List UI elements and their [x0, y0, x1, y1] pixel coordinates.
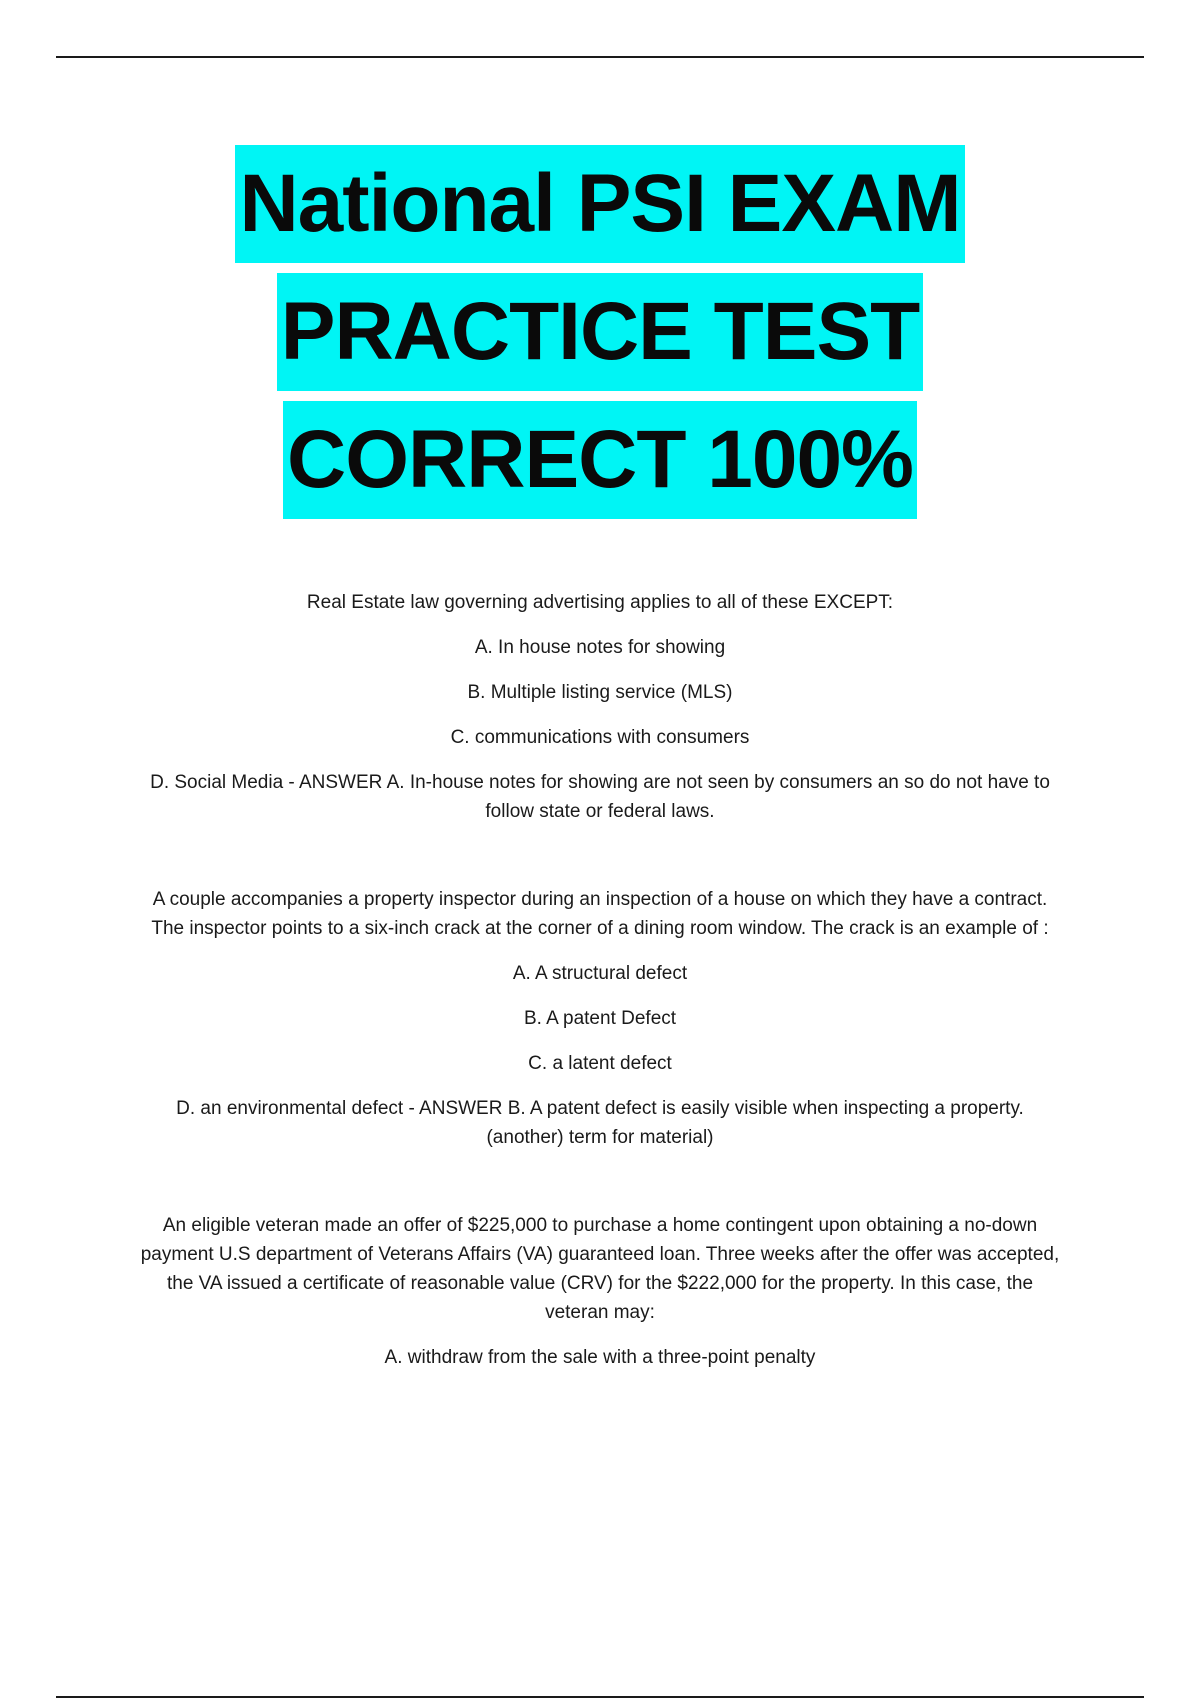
answer-option: A. In house notes for showing	[474, 637, 726, 658]
question-stem: An eligible veteran made an offer of $225,000 to purchase a home contingent upon obtaining a no-down payment U.S department of Veterans Affairs (VA) guaranteed loan. Three weeks after the offer was accepted, the VA issued a certificate of reasonable value (CRV) for the $222,000 for the property. In this case, the veteran may:	[140, 1215, 1060, 1323]
title-line-1: National PSI EXAM	[0, 145, 1200, 263]
question-3	[140, 1211, 1060, 1372]
title-line-2: PRACTICE TEST	[0, 273, 1200, 391]
answer-option: A. A structural defect	[512, 963, 688, 984]
question-stem: Real Estate law governing advertising applies to all of these EXCEPT:	[306, 592, 894, 613]
answer-option-with-answer: D. an environmental defect - ANSWER B. A patent defect is easily visible when inspecting a property. (another) term for material)	[176, 1098, 1024, 1148]
answer-option-with-answer: D. Social Media - ANSWER A. In-house notes for showing are not seen by consumers an so do not have to follow state or federal laws.	[150, 772, 1050, 822]
document-title	[0, 145, 1200, 529]
question-2	[140, 885, 1060, 1152]
question-stem: A couple accompanies a property inspector during an inspection of a house on which they have a contract. The inspector points to a six-inch crack at the corner of a dining room window. The crack is an example of :	[151, 889, 1049, 939]
answer-option: B. Multiple listing service (MLS)	[467, 682, 733, 703]
bottom-rule	[56, 1696, 1144, 1698]
title-line-3: CORRECT 100%	[0, 401, 1200, 519]
question-1	[140, 588, 1060, 826]
answer-option: A. withdraw from the sale with a three-point penalty	[384, 1347, 816, 1368]
answer-option: C. communications with consumers	[450, 727, 750, 748]
top-rule	[56, 56, 1144, 58]
questions-body	[140, 588, 1060, 1431]
answer-option: B. A patent Defect	[523, 1008, 677, 1029]
answer-option: C. a latent defect	[528, 1053, 672, 1074]
